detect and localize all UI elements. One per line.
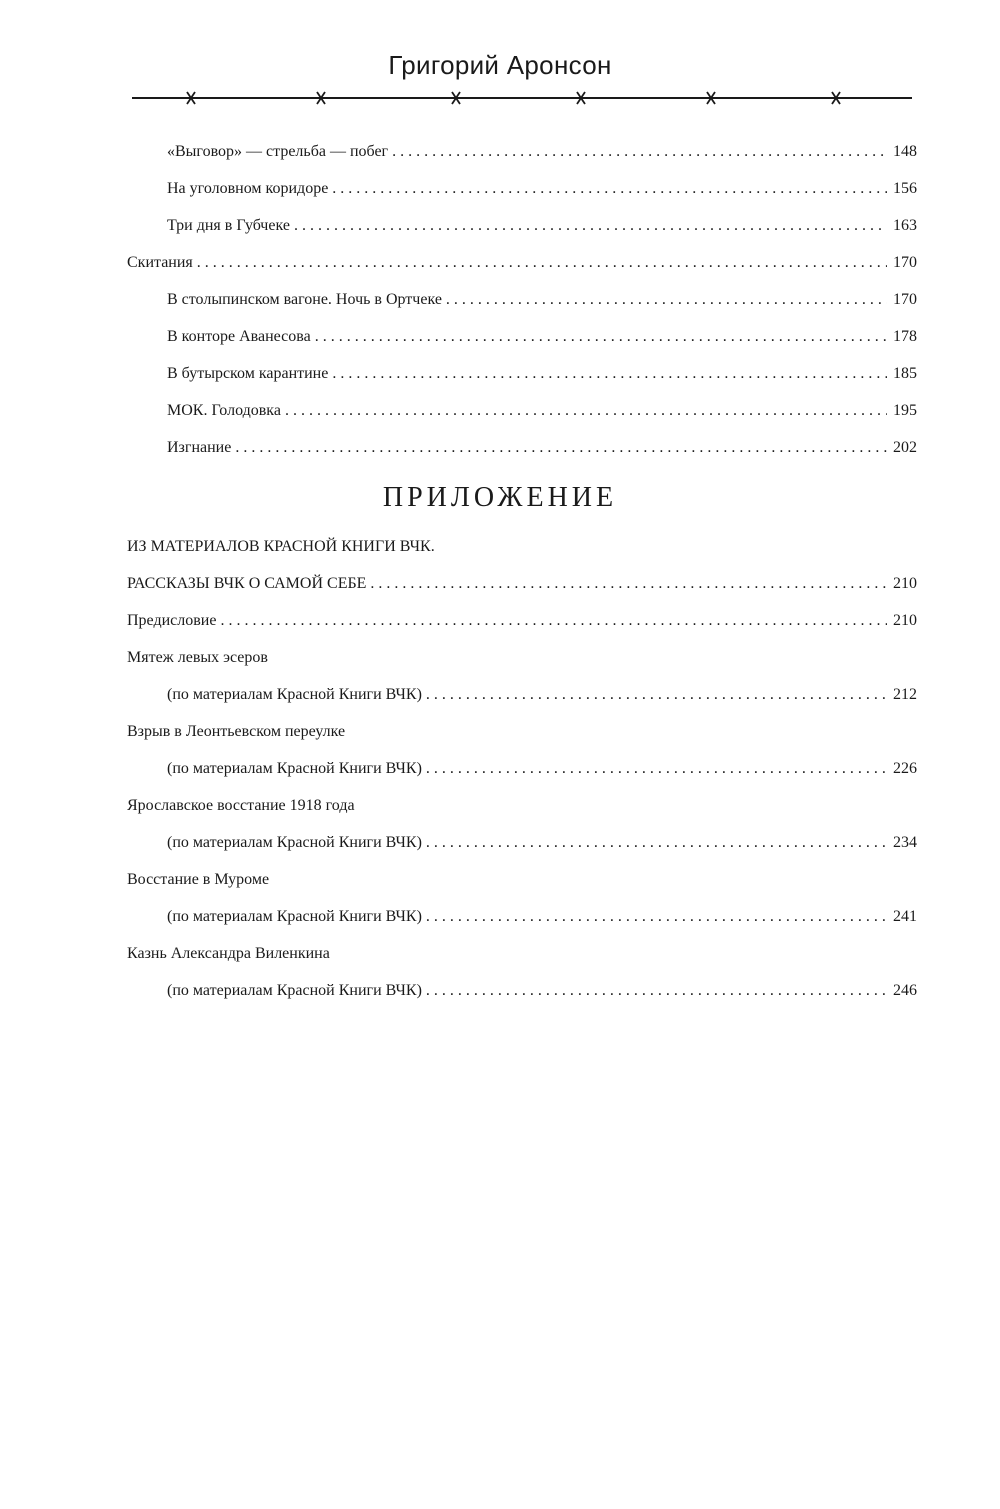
toc-leader-dots <box>446 282 887 318</box>
toc-entry-title: В конторе Аванесова <box>167 328 311 345</box>
toc-entry[interactable] <box>167 430 917 466</box>
appendix-heading: ПРИЛОЖЕНИЕ <box>382 482 618 513</box>
toc-section-title: Скитания <box>127 254 193 271</box>
barbed-wire-rule <box>132 90 912 106</box>
toc-section-page: 170 <box>893 254 917 271</box>
toc-entry-page: 202 <box>893 439 917 456</box>
toc-entry-preface[interactable] <box>127 603 917 639</box>
appendix-entry[interactable] <box>167 899 917 935</box>
appendix-entry-title: Взрыв в Леонтьевском переулке <box>127 723 346 740</box>
toc-entry-title: На уголовном коридоре <box>167 180 329 197</box>
toc-entry[interactable] <box>167 319 917 355</box>
toc-entry-page: 212 <box>893 686 917 703</box>
toc-entry-title: РАССКАЗЫ ВЧК О САМОЙ СЕБЕ <box>127 575 367 592</box>
toc-entry-page: 226 <box>893 760 917 777</box>
appendix-entry-title: Восстание в Муроме <box>127 871 270 888</box>
toc-entry-title: МОК. Голодовка <box>167 402 281 419</box>
appendix-entry-subtitle: (по материалам Красной Книги ВЧК) <box>167 686 422 703</box>
appendix-entry-subtitle: (по материалам Красной Книги ВЧК) <box>167 760 422 777</box>
toc-entry-page: 163 <box>893 217 917 234</box>
toc-leader-dots <box>370 566 887 602</box>
toc-entry-page: 246 <box>893 982 917 999</box>
appendix-entry-subtitle: (по материалам Красной Книги ВЧК) <box>167 982 422 999</box>
running-header-author: Григорий Аронсон <box>388 50 612 80</box>
toc-entry-page: 210 <box>893 612 917 629</box>
toc-entry-page: 148 <box>893 143 917 160</box>
toc-entry-page: 195 <box>893 402 917 419</box>
toc-leader-dots <box>294 208 887 244</box>
toc-leader-dots <box>315 319 887 355</box>
toc-leader-dots <box>426 973 887 1009</box>
toc-entry-page: 170 <box>893 291 917 308</box>
toc-entry-title: В бутырском карантине <box>167 365 329 382</box>
toc-leader-dots <box>426 677 887 713</box>
toc-entry-page: 234 <box>893 834 917 851</box>
toc-section[interactable] <box>127 245 917 281</box>
toc-entry-page: 156 <box>893 180 917 197</box>
appendix-entry-title: Казнь Александра Виленкина <box>127 945 330 962</box>
toc-entry[interactable] <box>167 208 917 244</box>
toc-leader-dots <box>392 134 887 170</box>
toc-leader-dots <box>426 825 887 861</box>
toc-entry-title: «Выговор» — стрельба — побег <box>167 143 389 160</box>
appendix-entry[interactable] <box>167 677 917 713</box>
appendix-entry-title: Мятеж левых эсеров <box>127 649 268 666</box>
toc-leader-dots <box>220 603 887 639</box>
toc-entry[interactable] <box>167 282 917 318</box>
appendix-entry-title: Ярославское восстание 1918 года <box>127 797 355 814</box>
appendix-entry-subtitle: (по материалам Красной Книги ВЧК) <box>167 834 422 851</box>
appendix-main-title[interactable] <box>127 566 917 602</box>
toc-leader-dots <box>332 171 887 207</box>
toc-leader-dots <box>197 245 887 281</box>
toc-entry[interactable] <box>167 393 917 429</box>
toc-entry-page: 185 <box>893 365 917 382</box>
appendix-entry[interactable] <box>167 973 917 1009</box>
toc-entry-title: Предисловие <box>127 612 217 629</box>
appendix-entry[interactable] <box>167 825 917 861</box>
toc-leader-dots <box>285 393 887 429</box>
toc-entry-page: 210 <box>893 575 917 592</box>
toc-entry-title: Три дня в Губчеке <box>167 217 290 234</box>
toc-leader-dots <box>235 430 887 466</box>
appendix-entry[interactable] <box>167 751 917 787</box>
appendix-main-title-line1: ИЗ МАТЕРИАЛОВ КРАСНОЙ КНИГИ ВЧК. <box>127 538 435 555</box>
toc-entry-page: 178 <box>893 328 917 345</box>
toc-entry-page: 241 <box>893 908 917 925</box>
toc-entry[interactable] <box>167 134 917 170</box>
toc-leader-dots <box>426 899 887 935</box>
toc-entry[interactable] <box>167 171 917 207</box>
toc-entry[interactable] <box>167 356 917 392</box>
appendix-entry-subtitle: (по материалам Красной Книги ВЧК) <box>167 908 422 925</box>
toc-entry-title: Изгнание <box>167 439 232 456</box>
toc-entry-title: В столыпинском вагоне. Ночь в Ортчеке <box>167 291 442 308</box>
toc-leader-dots <box>332 356 887 392</box>
toc-leader-dots <box>426 751 887 787</box>
